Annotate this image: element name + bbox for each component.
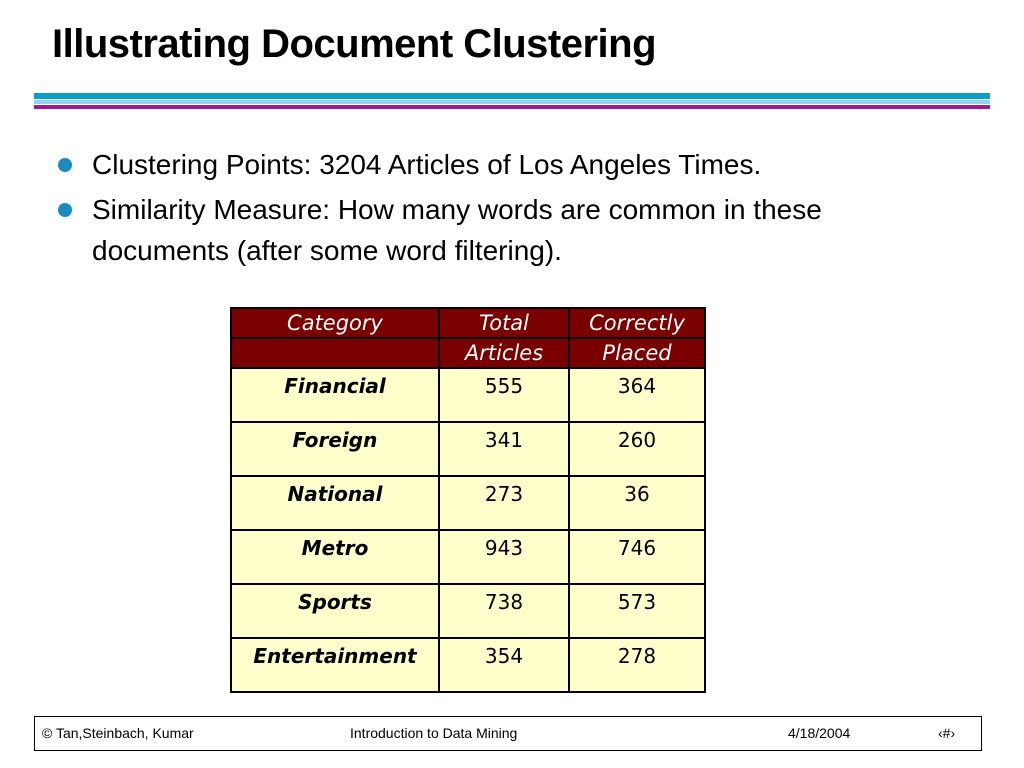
title-underline-bottom xyxy=(34,105,990,109)
footer-course-title: Introduction to Data Mining xyxy=(350,725,518,741)
category-cell: Financial xyxy=(231,368,439,422)
bullet-list xyxy=(56,144,956,275)
total-articles-cell: 354 xyxy=(439,638,569,692)
bullet-dot-icon xyxy=(58,203,72,217)
table-header-row xyxy=(231,338,705,368)
footer-page-number: ‹#› xyxy=(938,725,956,741)
header-category-line2 xyxy=(231,338,439,368)
table-row xyxy=(231,530,705,584)
table-row xyxy=(231,638,705,692)
correctly-placed-cell: 260 xyxy=(569,422,705,476)
slide-footer xyxy=(34,716,982,751)
bullet-dot-icon xyxy=(58,158,72,172)
total-articles-cell: 341 xyxy=(439,422,569,476)
header-correctly-placed: Correctly xyxy=(569,308,705,338)
total-articles-cell: 273 xyxy=(439,476,569,530)
header-total-articles: Total xyxy=(439,308,569,338)
bullet-item xyxy=(56,144,956,185)
correctly-placed-cell: 746 xyxy=(569,530,705,584)
correctly-placed-cell: 364 xyxy=(569,368,705,422)
correctly-placed-cell: 36 xyxy=(569,476,705,530)
title-underline-top xyxy=(34,93,990,99)
slide-title: Illustrating Document Clustering xyxy=(52,22,657,66)
total-articles-cell: 738 xyxy=(439,584,569,638)
correctly-placed-cell: 573 xyxy=(569,584,705,638)
category-cell: Entertainment xyxy=(231,638,439,692)
footer-date: 4/18/2004 xyxy=(788,725,851,741)
total-articles-cell: 943 xyxy=(439,530,569,584)
total-articles-cell: 555 xyxy=(439,368,569,422)
title-underline-middle xyxy=(34,100,990,104)
header-category: Category xyxy=(231,308,439,338)
correctly-placed-cell: 278 xyxy=(569,638,705,692)
table-row xyxy=(231,584,705,638)
bullet-text: Clustering Points: 3204 Articles of Los Angeles Times. xyxy=(92,149,762,180)
category-cell: National xyxy=(231,476,439,530)
category-cell: Sports xyxy=(231,584,439,638)
category-cell: Metro xyxy=(231,530,439,584)
table-header-row xyxy=(231,308,705,338)
header-correctly-placed-line2: Placed xyxy=(569,338,705,368)
clustering-results-table xyxy=(230,307,706,693)
header-total-articles-line2: Articles xyxy=(439,338,569,368)
bullet-item xyxy=(56,189,956,271)
footer-authors: © Tan,Steinbach, Kumar xyxy=(42,725,194,741)
table-row xyxy=(231,368,705,422)
table-row xyxy=(231,476,705,530)
table-row xyxy=(231,422,705,476)
category-cell: Foreign xyxy=(231,422,439,476)
bullet-text: Similarity Measure: How many words are common in these documents (after some word filtering). xyxy=(92,194,822,266)
